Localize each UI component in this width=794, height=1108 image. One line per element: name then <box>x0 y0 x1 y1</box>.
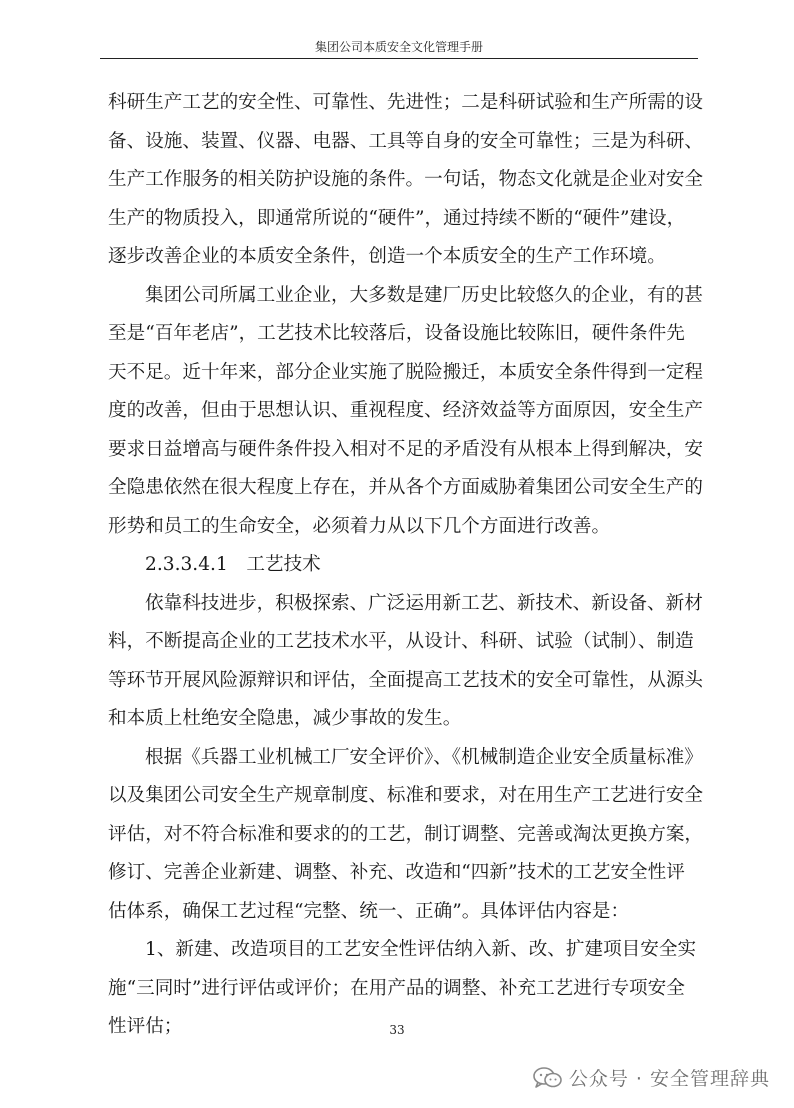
wechat-icon <box>533 1066 563 1090</box>
text-line: 评估，对不符合标准和要求的的工艺，制订调整、完善或淘汰更换方案， <box>108 823 704 845</box>
text-line: 逐步改善企业的本质安全条件，创造一个本质安全的生产工作环境。 <box>108 246 666 267</box>
text-line: 以及集团公司安全生产规章制度、标准和要求，对在用生产工艺进行安全 <box>108 785 704 806</box>
text-line: 依靠科技进步，积极探索、广泛运用新工艺、新技术、新设备、新材 <box>145 592 703 614</box>
header-rule <box>100 58 698 59</box>
text-line: 根据《兵器工业机械工厂安全评价》、《机械制造企业安全质量标准》 <box>145 746 703 768</box>
text-line: 天不足。近十年来，部分企业实施了脱险搬迁，本质安全条件得到一定程 <box>108 361 704 383</box>
body-text <box>108 84 706 1047</box>
text-line: 度的改善，但由于思想认识、重视程度、经济效益等方面原因，安全生产 <box>108 400 704 421</box>
text-line: 1、新建、改造项目的工艺安全性评估纳入新、改、扩建项目安全实 <box>145 939 697 960</box>
text-line: 形势和员工的生命安全，必须着力从以下几个方面进行改善。 <box>108 515 611 537</box>
text-line: 集团公司所属工业企业，大多数是建厂历史比较悠久的企业，有的甚 <box>145 284 703 306</box>
text-line: 和本质上杜绝安全隐患，减少事故的发生。 <box>108 708 462 729</box>
text-line: 估体系，确保工艺过程“完整、统一、正确”。具体评估内容是： <box>108 900 630 922</box>
text-line: 料，不断提高企业的工艺技术水平，从设计、科研、试验（试制）、制造 <box>108 631 694 652</box>
watermark <box>533 1064 770 1091</box>
text-line: 科研生产工艺的安全性、可靠性、先进性；二是科研试验和生产所需的设 <box>108 92 704 113</box>
text-line: 全隐患依然在很大程度上存在，并从各个方面威胁着集团公司安全生产的 <box>108 477 704 498</box>
text-line: 修订、完善企业新建、调整、补充、改造和“四新”技术的工艺安全性评 <box>108 862 685 883</box>
text-line: 生产工作服务的相关防护设施的条件。一句话，物态文化就是企业对安全 <box>108 169 704 190</box>
page-number: 33 <box>389 1023 405 1037</box>
text-line: 等环节开展风险源辩识和评估，全面提高工艺技术的安全可靠性，从源头 <box>108 669 704 691</box>
text-line: 生产的物质投入，即通常所说的“硬件”，通过持续不断的“硬件”建设， <box>108 207 686 229</box>
text-line: 施“三同时”进行评估或评价；在用产品的调整、补充工艺进行专项安全 <box>108 977 685 999</box>
text-line: 要求日益增高与硬件条件投入相对不足的矛盾没有从根本上得到解决，安 <box>108 438 704 460</box>
watermark-text: 公众号 · 安全管理辞典 <box>568 1068 770 1090</box>
running-header: 集团公司本质安全文化管理手册 <box>314 40 483 54</box>
text-line: 性评估； <box>108 1016 183 1037</box>
text-line: 至是“百年老店”，工艺技术比较落后，设备设施比较陈旧，硬件条件先 <box>108 323 685 344</box>
text-line: 2.3.3.4.1 工艺技术 <box>145 554 321 575</box>
text-line: 备、设施、装置、仪器、电器、工具等自身的安全可靠性；三是为科研、 <box>108 130 704 152</box>
